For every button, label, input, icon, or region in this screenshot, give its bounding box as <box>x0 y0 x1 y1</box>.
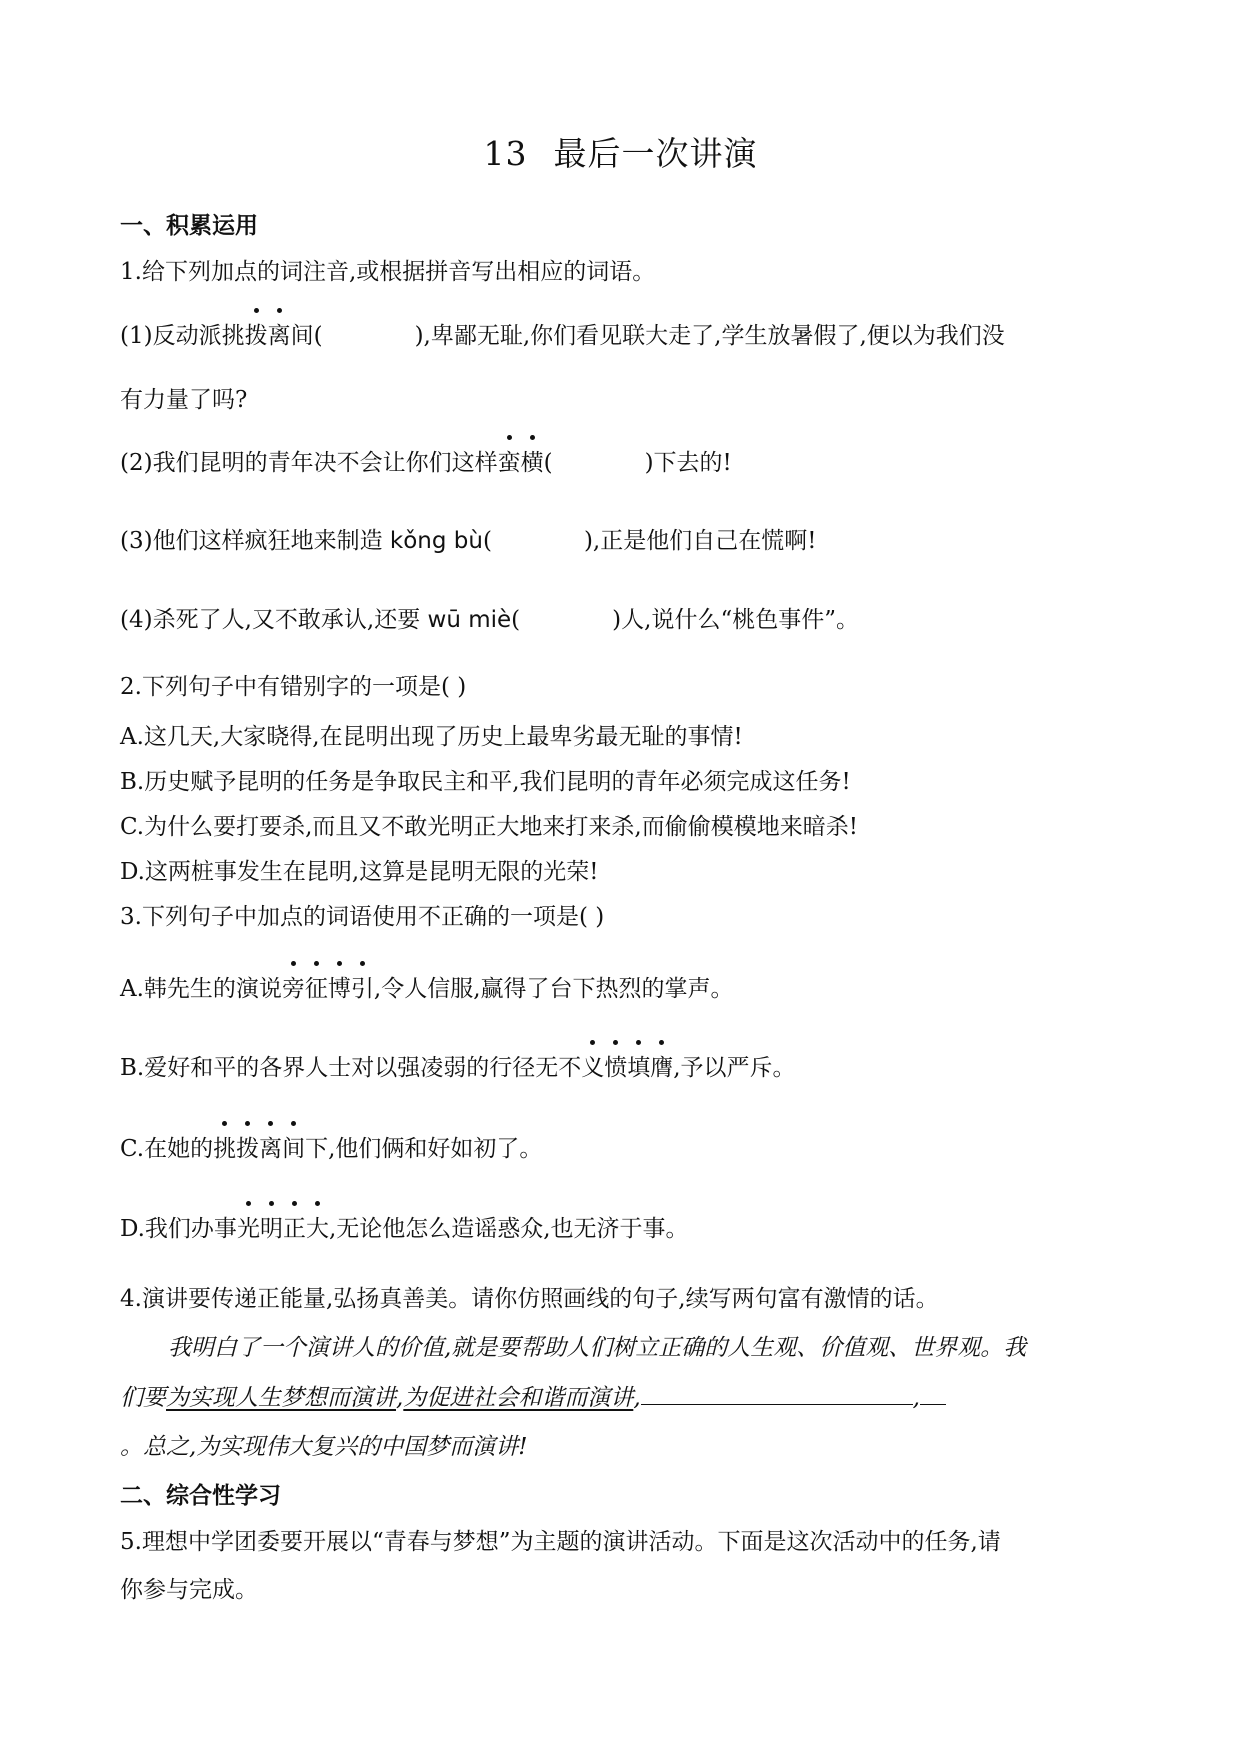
q1-item-4: (4)杀死了人,又不敢承认,还要 wū miè( )人,说什么“桃色事件”。 <box>120 607 859 633</box>
dotted-char: 愤 <box>604 1049 627 1082</box>
dotted-char: 拨 <box>236 1130 259 1163</box>
dotted-char: 光 <box>237 1210 260 1243</box>
q2-option-c: C.为什么要打要杀,而且又不敢光明正大地来打来杀,而偷偷模模地来暗杀! <box>120 814 858 840</box>
q1-item-3: (3)他们这样疯狂地来制造 kǒng bù( ),正是他们自己在慌啊! <box>120 528 817 554</box>
dotted-char: 间 <box>282 1130 305 1163</box>
q2-option-a: A.这几天,大家晓得,在昆明出现了历史上最卑劣最无耻的事情! <box>120 724 743 750</box>
page-title <box>0 128 1241 175</box>
q4-passage-line-3: 。总之,为实现伟大复兴的中国梦而演讲! <box>120 1434 528 1460</box>
q2-option-d: D.这两桩事发生在昆明,这算是昆明无限的光荣! <box>120 859 599 885</box>
dotted-char: 拨 <box>245 317 268 350</box>
dotted-char: 义 <box>581 1049 604 1082</box>
dotted-char: 横 <box>521 444 544 477</box>
q3-stem: 3.下列句子中加点的词语使用不正确的一项是( ) <box>120 904 605 930</box>
q5-line-2: 你参与完成。 <box>120 1577 258 1603</box>
lesson-title: 最后一次讲演 <box>553 134 758 173</box>
dotted-char: 正 <box>283 1210 306 1243</box>
q1-item-2: (2)我们昆明的青年决不会让你们这样蛮横( )下去的! <box>120 444 732 477</box>
lesson-number: 13 <box>483 134 528 173</box>
dotted-char: 引 <box>351 970 374 1003</box>
pinyin: wū miè <box>427 607 512 633</box>
dotted-char: 旁 <box>282 970 305 1003</box>
dotted-char: 膺 <box>650 1049 673 1082</box>
q4-passage-line-1: 我明白了一个演讲人的价值,就是要帮助人们树立正确的人生观、价值观、世界观。我 <box>168 1335 1027 1361</box>
q1-item-1-cont: 有力量了吗? <box>120 387 248 413</box>
answer-line[interactable] <box>641 1384 913 1405</box>
dotted-char: 挑 <box>213 1130 236 1163</box>
q2-stem: 2.下列句子中有错别字的一项是( ) <box>120 674 467 700</box>
section-heading-2: 二、综合性学习 <box>120 1483 281 1509</box>
q3-option-a: A.韩先生的演说旁征博引,令人信服,赢得了台下热烈的掌声。 <box>120 970 734 1003</box>
dotted-char: 大 <box>306 1210 329 1243</box>
answer-line[interactable] <box>920 1384 946 1405</box>
dotted-char: 明 <box>260 1210 283 1243</box>
dotted-char: 填 <box>627 1049 650 1082</box>
q3-option-b: B.爱好和平的各界人士对以强凌弱的行径无不义愤填膺,予以严斥。 <box>120 1049 796 1082</box>
q4-stem: 4.演讲要传递正能量,弘扬真善美。请你仿照画线的句子,续写两句富有激情的话。 <box>120 1286 939 1312</box>
q3-option-d: D.我们办事光明正大,无论他怎么造谣惑众,也无济于事。 <box>120 1210 689 1243</box>
dotted-char: 蛮 <box>498 444 521 477</box>
dotted-char: 离 <box>268 317 291 350</box>
q2-option-b: B.历史赋予昆明的任务是争取民主和平,我们昆明的青年必须完成这任务! <box>120 769 851 795</box>
underlined-sentence: 为促进社会和谐而演讲 <box>403 1385 634 1411</box>
dotted-char: 离 <box>259 1130 282 1163</box>
underlined-sentence: 为实现人生梦想而演讲 <box>166 1385 396 1411</box>
dotted-char: 博 <box>328 970 351 1003</box>
pinyin: kǒng bù <box>389 528 483 554</box>
q4-passage-line-2: 们要为实现人生梦想而演讲,为促进社会和谐而演讲, , <box>120 1379 946 1412</box>
q3-option-c: C.在她的挑拨离间下,他们俩和好如初了。 <box>120 1130 542 1163</box>
q1-stem: 1.给下列加点的词注音,或根据拼音写出相应的词语。 <box>120 259 656 285</box>
section-heading-1: 一、积累运用 <box>120 213 258 239</box>
q1-item-1: (1)反动派挑拨离间( ),卑鄙无耻,你们看见联大走了,学生放暑假了,便以为我们没 <box>120 317 1005 350</box>
q5-line-1: 5.理想中学团委要开展以“青春与梦想”为主题的演讲活动。下面是这次活动中的任务,请 <box>120 1529 1001 1555</box>
dotted-char: 征 <box>305 970 328 1003</box>
